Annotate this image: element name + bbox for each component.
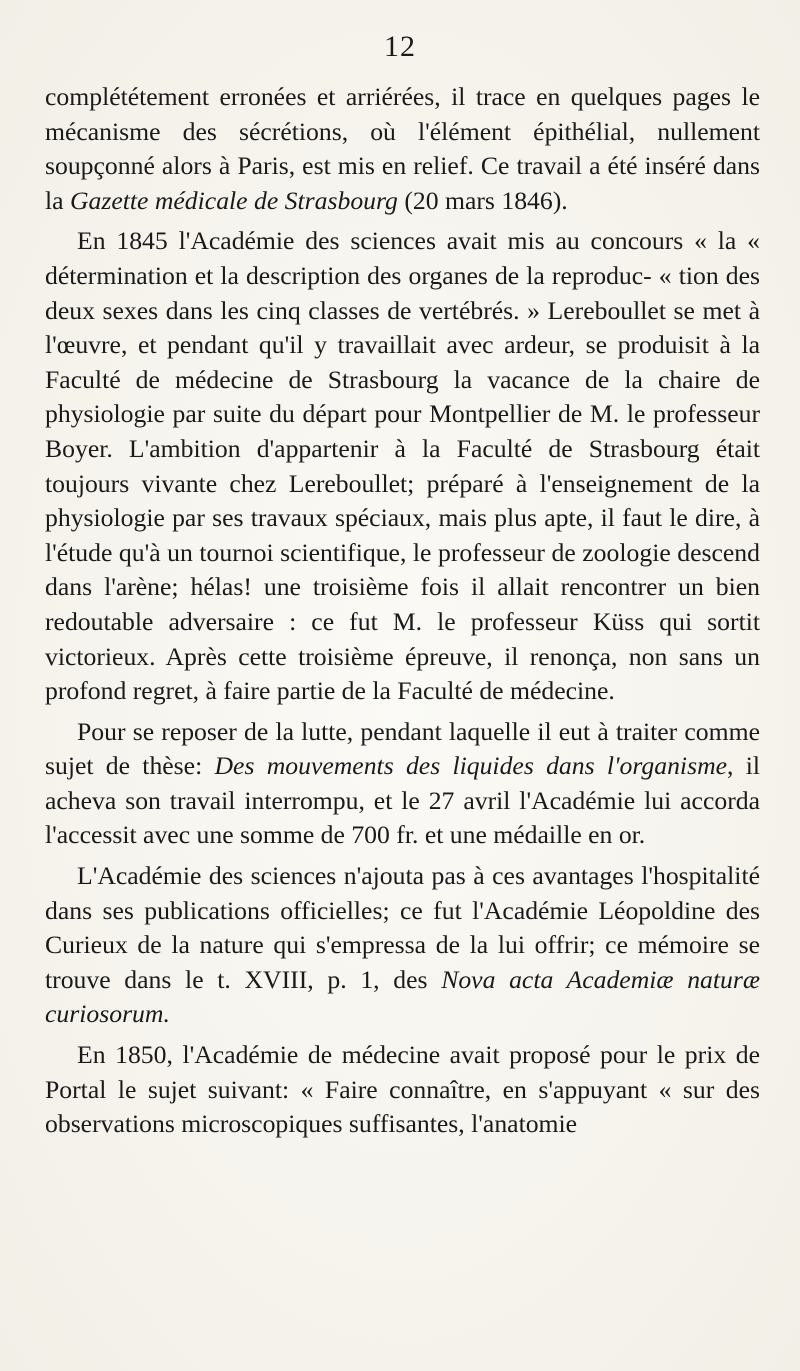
paragraph-1-italic: Gazette médicale de Strasbourg [69, 185, 398, 215]
paragraph-3-text: Pour se reposer de la lutte, pendant laquelle il eut à traiter comme sujet de thèse: [45, 716, 760, 781]
body-text [45, 80, 760, 1142]
paragraph-2 [45, 224, 760, 708]
paragraph-2-text: En 1845 l'Académie des sciences avait mis au concours « la « détermination et la description des organes de la reproduc- « tion des deux sexes dans les cinq classes de vertébrés. » Lereboullet se met à l'œuvre, et pendant qu'il y travaillait avec ardeur, se produisit à la Faculté de médecine de Strasbourg la vacance de la chaire de physiologie par suite du départ pour Montpellier de M. le professeur Boyer. L'ambition d'appartenir à la Faculté de Strasbourg était toujours vivante chez Lereboullet; préparé à l'enseignement de la physiologie par ses travaux spéciaux, mais plus apte, il faut le dire, à l'étude qu'à un tournoi scientifique, le professeur de zoologie descend dans l'arène; hélas! une troisième fois il allait rencontrer un bien redoutable adversaire : ce fut M. le professeur Küss qui sortit victorieux. Après cette troisième épreuve, il renonça, non sans un profond regret, à faire partie de la Faculté de médecine. [45, 226, 760, 706]
paragraph-3-italic: Des mouvements des liquides dans l'organisme [214, 751, 728, 781]
paragraph-3 [45, 715, 760, 853]
paragraph-4 [45, 859, 760, 1032]
paragraph-4-italic: Nova acta Academiæ naturæ curiosorum. [45, 964, 760, 1029]
paragraph-1-text: complététement erronées et arriérées, il trace en quelques pages le mécanisme des sécrétions, où l'élément épithélial, nullement soupçonné alors à Paris, est mis en relief. Ce travail a été inséré dans la [45, 82, 760, 215]
paragraph-1 [45, 80, 760, 218]
page-number: 12 [384, 30, 416, 63]
paragraph-5 [45, 1038, 760, 1142]
paragraph-1-tail: (20 mars 1846). [397, 185, 568, 215]
paragraph-5-text: En 1850, l'Académie de médecine avait proposé pour le prix de Portal le sujet suivant: « Faire connaître, en s'appuyant « sur des observations microscopiques suffisantes, l'anatomie [45, 1040, 760, 1139]
paragraph-3-tail: , il acheva son travail interrompu, et le 27 avril l'Académie lui accorda l'accessit avec une somme de 700 fr. et une médaille en or. [45, 751, 760, 850]
paragraph-4-text: L'Académie des sciences n'ajouta pas à ces avantages l'hospitalité dans ses publications officielles; ce fut l'Académie Léopoldine des Curieux de la nature qui s'empressa de la lui offrir; ce mémoire se trouve dans le t. XVIII, p. 1, des [45, 861, 760, 994]
